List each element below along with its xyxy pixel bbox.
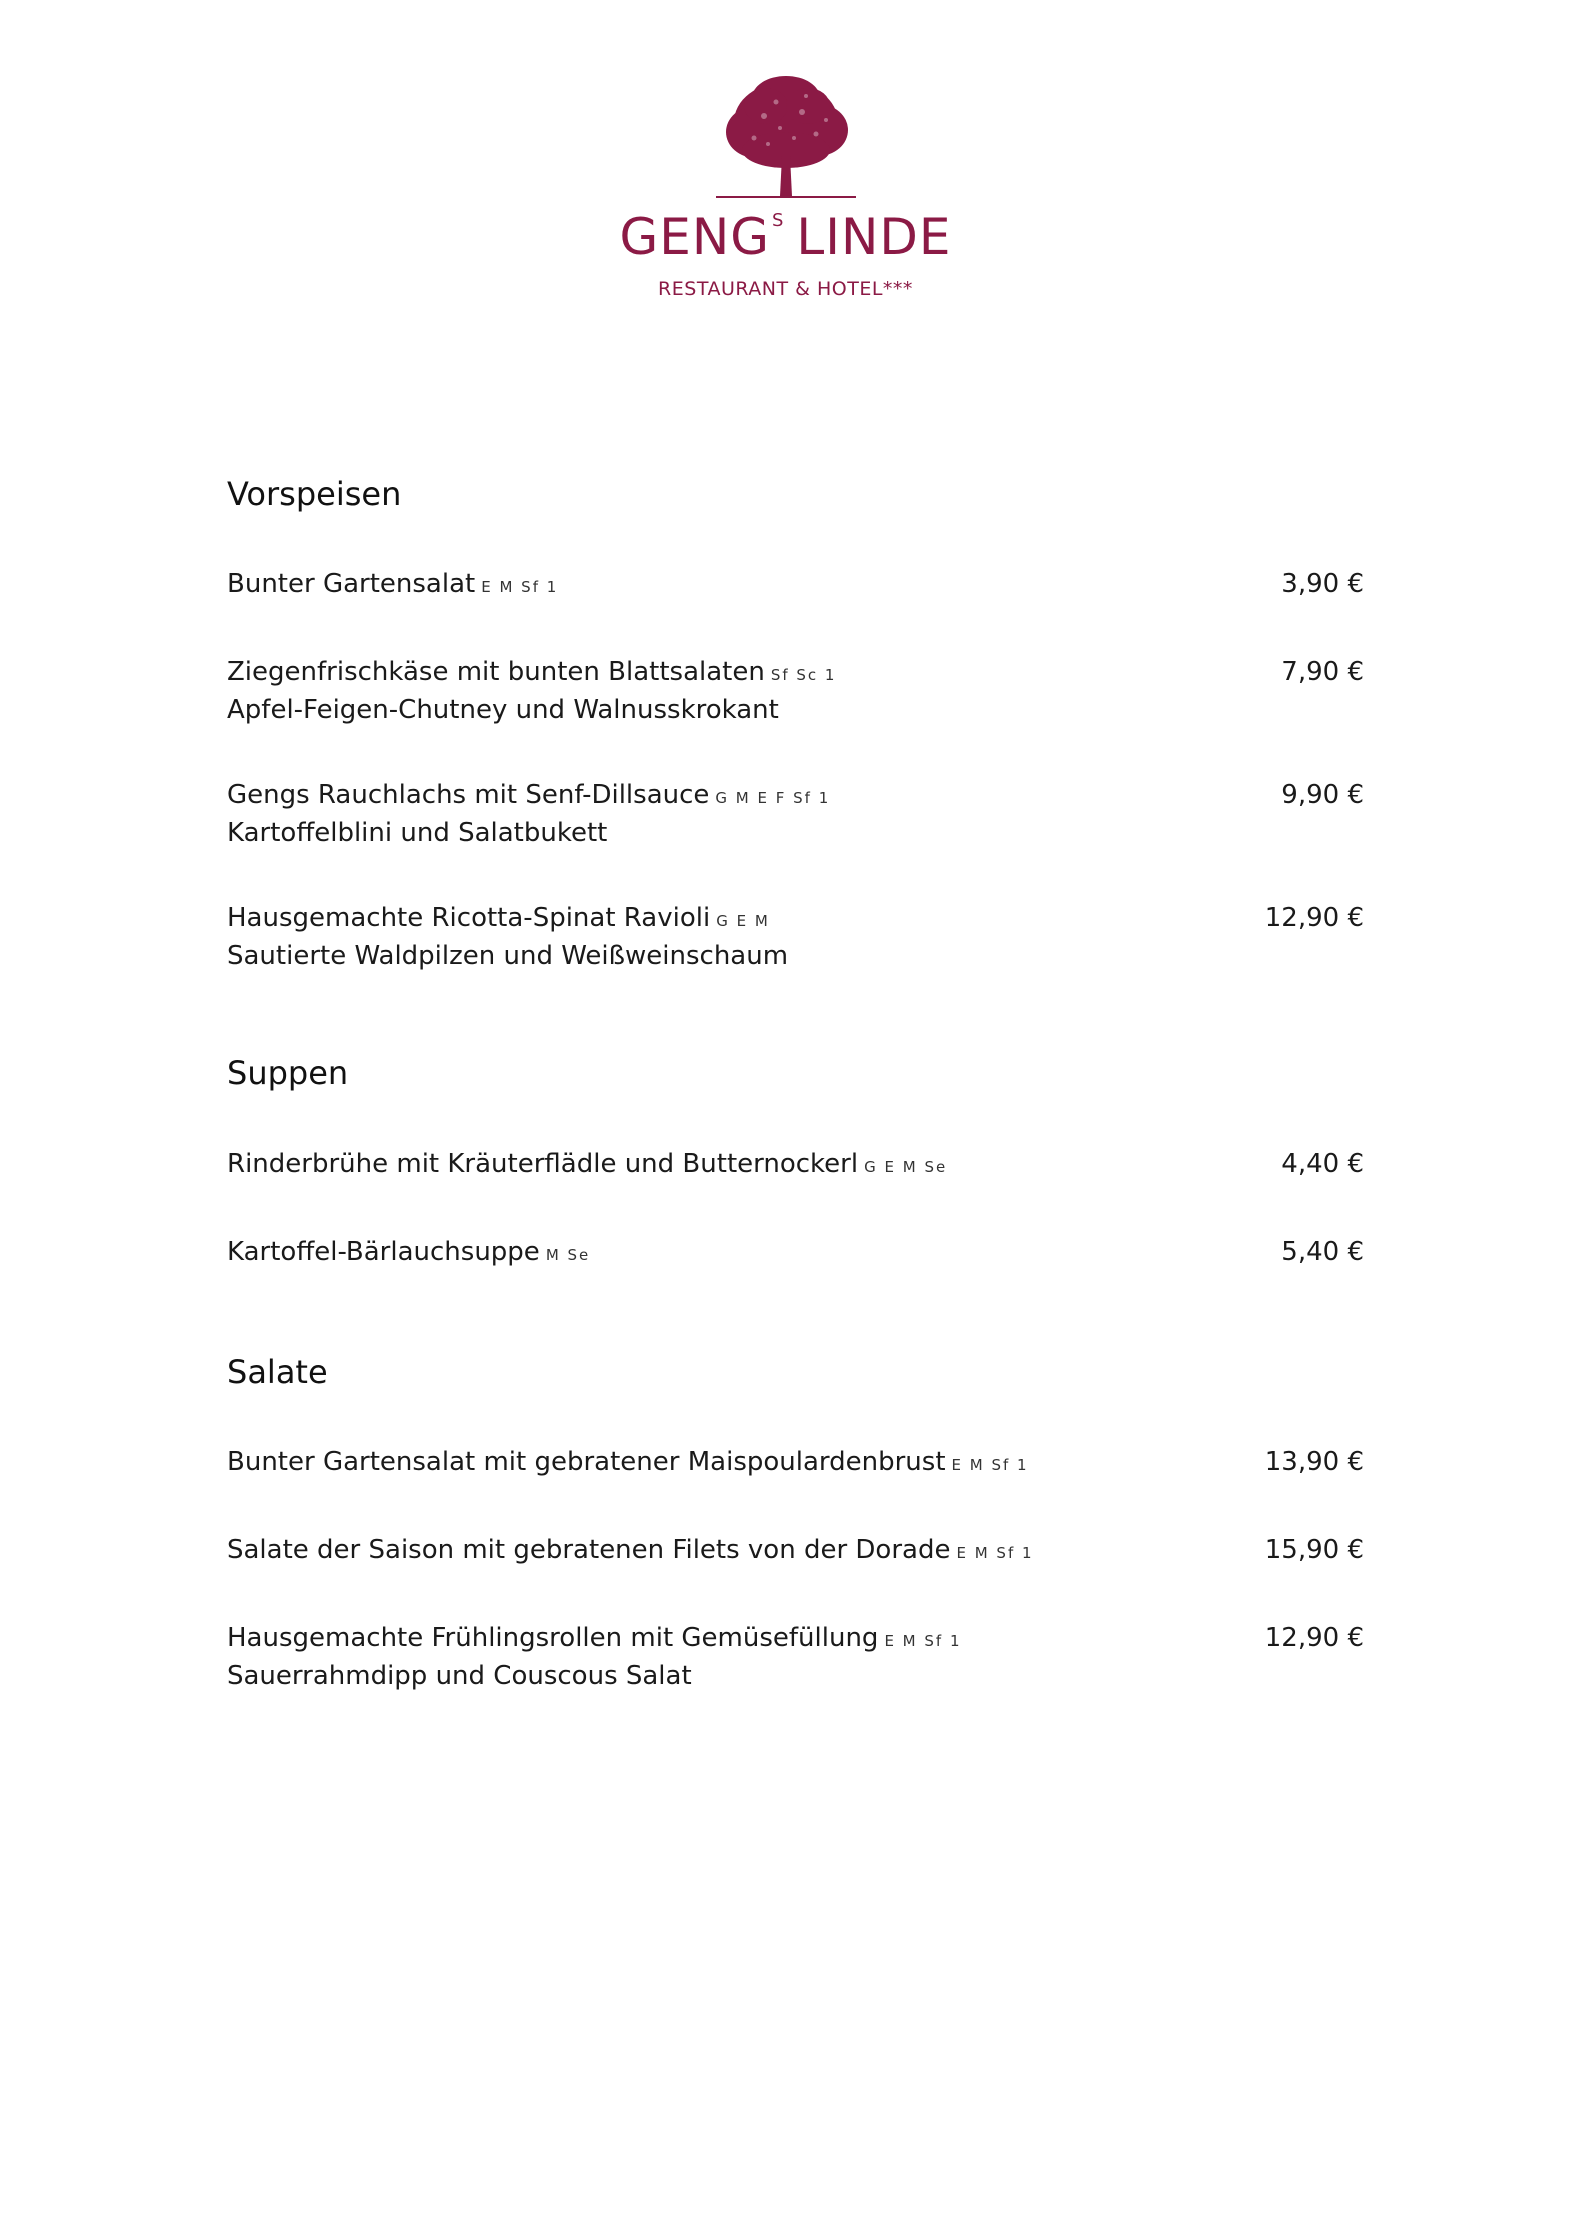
menu-item: [227, 1621, 1364, 1694]
menu-item-name: Hausgemachte Frühlingsrollen mit Gemüsefüllung: [227, 1623, 879, 1654]
menu-item-name: Salate der Saison mit gebratenen Filets von der Dorade: [227, 1535, 951, 1566]
menu-item-price: 9,90 €: [1281, 780, 1364, 811]
menu-item: [227, 778, 1364, 851]
restaurant-logo: [0, 72, 1571, 300]
menu-item-text: [227, 1147, 947, 1185]
menu-item-allergens: M Se: [545, 1245, 591, 1264]
menu-item-text: [227, 1621, 962, 1694]
menu-section-suppen: [227, 1054, 1364, 1272]
menu-item-text: [227, 655, 836, 728]
menu-item-name: Gengs Rauchlachs mit Senf-Dillsauce: [227, 780, 710, 811]
menu-item-price: 12,90 €: [1264, 903, 1364, 934]
brand-name-superscript: S: [771, 210, 785, 231]
menu-item-name: Rinderbrühe mit Kräuterflädle und Butternockerl: [227, 1148, 859, 1179]
menu-item-text: [227, 1235, 590, 1273]
menu-item-price: 12,90 €: [1264, 1623, 1364, 1654]
menu-section-vorspeisen: [227, 475, 1364, 974]
menu-item-description: Apfel-Feigen-Chutney und Walnusskrokant: [227, 695, 779, 726]
menu-item-allergens: Sf Sc 1: [770, 666, 837, 685]
section-title: Vorspeisen: [227, 475, 402, 513]
menu-item-text: [227, 1445, 1029, 1483]
menu-item-allergens: E M Sf 1: [884, 1632, 962, 1651]
menu-item-name: Hausgemachte Ricotta-Spinat Ravioli: [227, 903, 711, 934]
brand-name-part2: LINDE: [796, 208, 952, 266]
menu-item-name: Kartoffel-Bärlauchsuppe: [227, 1236, 540, 1267]
linden-tree-icon: [706, 72, 866, 204]
menu-item: [227, 1445, 1364, 1483]
menu-item-description: Sauerrahmdipp und Couscous Salat: [227, 1661, 692, 1692]
menu-item-allergens: E M Sf 1: [956, 1544, 1034, 1563]
menu-item-allergens: G M E F Sf 1: [715, 789, 831, 808]
section-title: Suppen: [227, 1054, 349, 1093]
menu-item-price: 4,40 €: [1281, 1148, 1364, 1179]
brand-name-part1: GENG: [619, 208, 770, 266]
menu-item-allergens: E M Sf 1: [481, 578, 559, 597]
menu-item-text: [227, 567, 558, 605]
menu-item-price: 3,90 €: [1281, 569, 1364, 600]
menu-item-price: 5,40 €: [1281, 1236, 1364, 1267]
menu-item: [227, 901, 1364, 974]
menu-section-salate: [227, 1353, 1364, 1694]
brand-subtitle: RESTAURANT & HOTEL***: [658, 278, 913, 300]
menu-item-name: Ziegenfrischkäse mit bunten Blattsalaten: [227, 657, 765, 688]
menu-item: [227, 567, 1364, 605]
menu-item-allergens: G E M: [716, 912, 770, 931]
menu-item-allergens: E M Sf 1: [951, 1456, 1029, 1475]
menu-item-description: Sautierte Waldpilzen und Weißweinschaum: [227, 941, 789, 972]
menu-item-text: [227, 901, 788, 974]
menu-item-price: 7,90 €: [1281, 657, 1364, 688]
brand-name: [0, 208, 1571, 266]
menu-content: [227, 475, 1364, 1774]
menu-item-text: [227, 778, 830, 851]
menu-item-allergens: G E M Se: [864, 1157, 948, 1176]
menu-item-price: 15,90 €: [1264, 1535, 1364, 1566]
menu-item-description: Kartoffelblini und Salatbukett: [227, 818, 608, 849]
menu-item: [227, 655, 1364, 728]
menu-item: [227, 1533, 1364, 1571]
menu-item-price: 13,90 €: [1264, 1447, 1364, 1478]
menu-item-name: Bunter Gartensalat: [227, 569, 476, 600]
menu-item-text: [227, 1533, 1034, 1571]
section-title: Salate: [227, 1352, 328, 1391]
menu-item: [227, 1235, 1364, 1273]
menu-item-name: Bunter Gartensalat mit gebratener Maispoulardenbrust: [227, 1447, 946, 1478]
menu-item: [227, 1147, 1364, 1185]
